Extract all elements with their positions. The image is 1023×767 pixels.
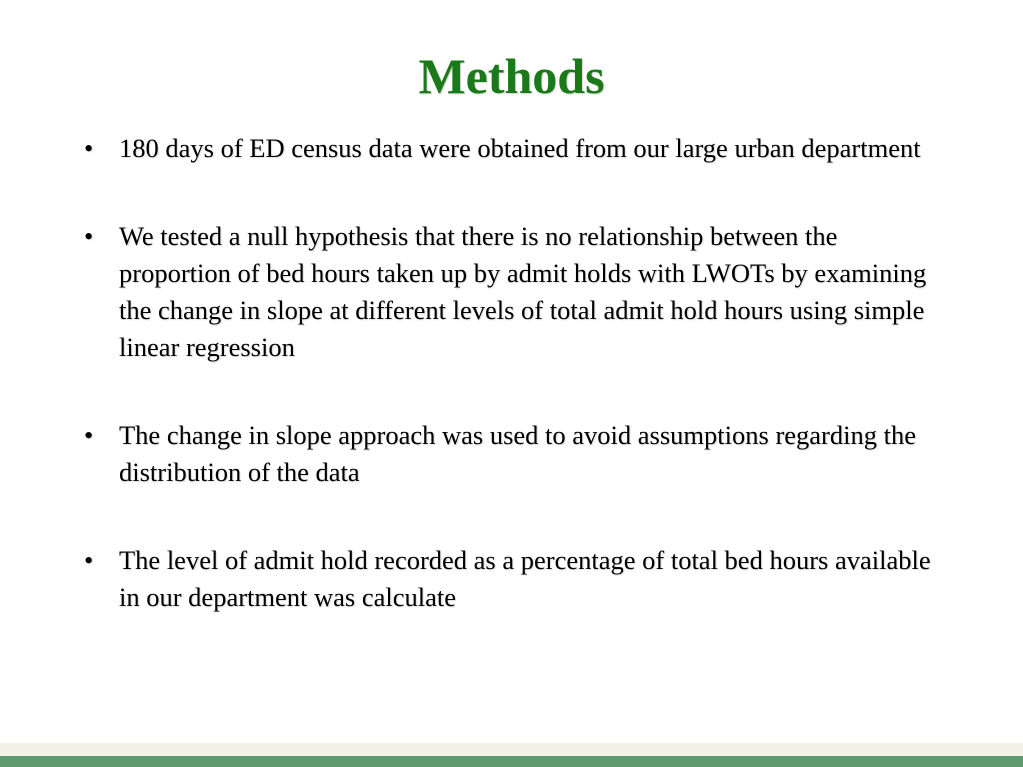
bullet-marker: • (84, 545, 94, 575)
footer-band (0, 743, 1023, 756)
footer-bar (0, 756, 1023, 767)
bullet-text: The change in slope approach was used to avoid assumptions regarding the distribution of the data (119, 420, 916, 487)
bullet-text: We tested a null hypothesis that there is no relationship between the proportion of bed hours taken up by admit holds with LWOTs by examining the change in slope at different levels of total admit hold hours using simple linear regression (119, 221, 927, 362)
slide-title: Methods (418, 48, 605, 104)
bullet-marker: • (84, 133, 94, 163)
bullet-marker: • (84, 221, 94, 251)
bullet-item (84, 218, 944, 366)
bullet-list (84, 130, 944, 667)
bullet-item (84, 542, 944, 616)
bullet-item (84, 130, 944, 167)
bullet-text: The level of admit hold recorded as a percentage of total bed hours available in our department was calculate (119, 545, 931, 612)
bullet-item (84, 417, 944, 491)
bullet-marker: • (84, 420, 94, 450)
bullet-text: 180 days of ED census data were obtained from our large urban department (119, 133, 921, 163)
